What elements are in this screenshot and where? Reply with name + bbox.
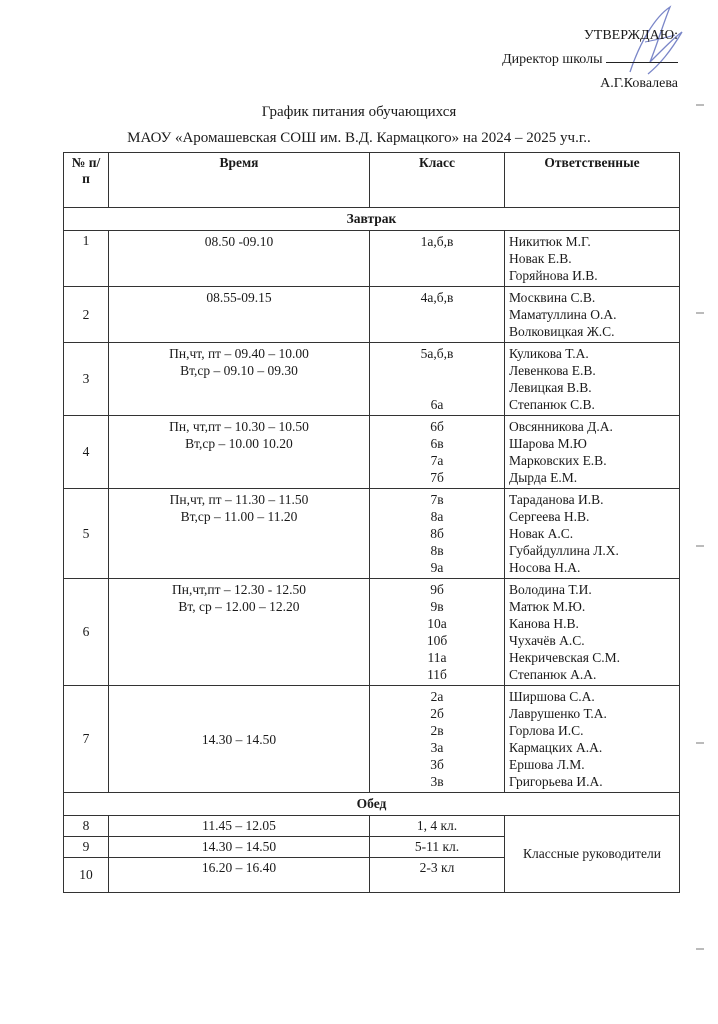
class-line: 8б	[430, 526, 444, 541]
class-line: 8а	[430, 509, 444, 524]
row-responsible	[505, 416, 680, 489]
table-row	[64, 816, 680, 837]
time-line: Пн, чт,пт – 10.30 – 10.50	[169, 419, 309, 434]
document-title: График питания обучающихся	[261, 104, 457, 120]
responsible-line: Новак А.С.	[509, 526, 574, 541]
class-line: 1а,б,в	[420, 234, 454, 249]
table-row	[64, 343, 680, 416]
row-time	[109, 489, 370, 579]
responsible-line: Овсянникова Д.А.	[509, 419, 613, 434]
row-number: 4	[64, 416, 109, 489]
row-number: 3	[64, 343, 109, 416]
row-classes	[370, 287, 505, 343]
responsible-line: Куликова Т.А.	[509, 346, 589, 361]
class-line: 11а	[427, 650, 447, 665]
responsible-line: Кармацких А.А.	[509, 740, 603, 755]
responsible-line: Степанюк А.А.	[509, 667, 597, 682]
lunch-responsible: Классные руководители	[505, 816, 680, 893]
section-breakfast-label: Завтрак	[64, 208, 680, 231]
director-line	[502, 48, 678, 72]
class-line: 3а	[430, 740, 444, 755]
class-line: 10а	[427, 616, 447, 631]
class-line: 10б	[426, 633, 448, 648]
row-classes	[370, 579, 505, 686]
row-responsible	[505, 343, 680, 416]
time-line: 14.30 – 14.50	[201, 731, 277, 747]
class-gap	[374, 362, 500, 379]
row-responsible	[505, 686, 680, 793]
row-number: 6	[64, 579, 109, 686]
class-line: 8в	[430, 543, 444, 558]
class-line: 9в	[430, 599, 444, 614]
responsible-line: Чухачёв А.С.	[509, 633, 585, 648]
responsible-line: Тараданова И.В.	[509, 492, 604, 507]
row-time: 11.45 – 12.05	[109, 816, 370, 837]
responsible-line: Горлова И.С.	[509, 723, 584, 738]
responsible-line: Лаврушенко Т.А.	[509, 706, 607, 721]
responsible-line: Сергеева Н.В.	[509, 509, 590, 524]
class-line: 4а,б,в	[420, 290, 454, 305]
responsible-line: Никитюк М.Г.	[509, 234, 591, 249]
row-time	[109, 231, 370, 287]
row-responsible	[505, 231, 680, 287]
responsible-line: Губайдуллина Л.Х.	[509, 543, 619, 558]
responsible-line: Новак Е.В.	[509, 251, 572, 266]
responsible-line: Ершова Л.М.	[509, 757, 585, 772]
table-row	[64, 416, 680, 489]
class-line: 7в	[430, 492, 444, 507]
class-line: 7а	[430, 453, 444, 468]
time-line: Вт,ср – 11.00 – 11.20	[180, 509, 298, 524]
row-time: 14.30 – 14.50	[109, 837, 370, 858]
director-position: Директор школы	[502, 52, 603, 67]
class-line: 6в	[430, 436, 444, 451]
class-gap	[374, 379, 500, 396]
row-classes: 5-11 кл.	[370, 837, 505, 858]
responsible-line: Левицкая В.В.	[509, 380, 592, 395]
header-time: Время	[109, 153, 370, 208]
header-class: Класс	[370, 153, 505, 208]
time-line: Пн,чт, пт – 09.40 – 10.00	[169, 346, 309, 361]
class-line: 3в	[430, 774, 444, 789]
section-row-breakfast	[64, 208, 680, 231]
class-line: 11б	[427, 667, 447, 682]
row-time	[109, 287, 370, 343]
responsible-line: Горяйнова И.В.	[509, 268, 598, 283]
row-time	[109, 416, 370, 489]
approve-heading: УТВЕРЖДАЮ:	[583, 28, 678, 43]
header-num: № п/п	[64, 153, 109, 208]
header-responsible: Ответственные	[505, 153, 680, 208]
table-row	[64, 686, 680, 793]
time-line: Вт, ср – 12.00 – 12.20	[178, 599, 300, 614]
class-line: 6б	[430, 419, 444, 434]
class-line: 7б	[430, 470, 444, 485]
row-classes	[370, 231, 505, 287]
responsible-line: Москвина С.В.	[509, 290, 596, 305]
responsible-line: Матюк М.Ю.	[509, 599, 586, 614]
responsible-line: Левенкова Е.В.	[509, 363, 596, 378]
responsible-line: Волковицкая Ж.С.	[509, 324, 615, 339]
responsible-line: Володина Т.И.	[509, 582, 592, 597]
class-line: 9б	[430, 582, 444, 597]
scan-mark	[696, 104, 704, 106]
row-classes	[370, 343, 505, 416]
row-number: 7	[64, 686, 109, 793]
class-line: 2в	[430, 723, 444, 738]
row-number: 9	[64, 837, 109, 858]
scan-mark	[696, 545, 704, 547]
row-number: 10	[64, 858, 109, 893]
responsible-line: Носова Н.А.	[509, 560, 581, 575]
row-time: 16.20 – 16.40	[109, 858, 370, 893]
row-classes	[370, 416, 505, 489]
table-row	[64, 489, 680, 579]
time-line: Пн,чт, пт – 11.30 – 11.50	[169, 492, 309, 507]
table-row	[64, 231, 680, 287]
director-name: А.Г.Ковалева	[600, 76, 678, 91]
scan-mark	[696, 312, 704, 314]
row-time	[109, 343, 370, 416]
row-time	[109, 579, 370, 686]
approval-block	[502, 24, 678, 96]
section-lunch-label: Обед	[64, 793, 680, 816]
document-subtitle: МАОУ «Аромашевская СОШ им. В.Д. Кармацкого» на 2024 – 2025 уч.г..	[127, 130, 591, 146]
responsible-line: Григорьева И.А.	[509, 774, 603, 789]
class-line: 2а	[430, 689, 444, 704]
row-classes	[370, 686, 505, 793]
scan-mark	[696, 742, 704, 744]
row-classes: 1, 4 кл.	[370, 816, 505, 837]
row-classes: 2-3 кл	[370, 858, 505, 893]
row-responsible	[505, 489, 680, 579]
responsible-line: Степанюк С.В.	[509, 397, 595, 412]
row-number: 1	[64, 231, 109, 287]
table-header-row	[64, 153, 680, 208]
class-line: 6а	[430, 397, 444, 412]
class-line: 9а	[430, 560, 444, 575]
row-responsible	[505, 579, 680, 686]
time-line: Пн,чт,пт – 12.30 - 12.50	[171, 582, 307, 597]
section-row-lunch	[64, 793, 680, 816]
responsible-line: Дырда Е.М.	[509, 470, 578, 485]
table-row	[64, 287, 680, 343]
row-responsible	[505, 287, 680, 343]
responsible-line: Ширшова С.А.	[509, 689, 595, 704]
row-number: 5	[64, 489, 109, 579]
responsible-line: Шарова М.Ю	[509, 436, 587, 451]
responsible-line: Маматуллина О.А.	[509, 307, 617, 322]
time-line: Вт,ср – 09.10 – 09.30	[180, 363, 298, 378]
time-line: Вт,ср – 10.00 10.20	[185, 436, 293, 451]
row-time	[109, 686, 370, 793]
responsible-line: Марковских Е.В.	[509, 453, 607, 468]
scan-mark	[696, 948, 704, 950]
row-number: 2	[64, 287, 109, 343]
row-classes	[370, 489, 505, 579]
class-line: 5а,б,в	[420, 346, 454, 361]
class-line: 2б	[430, 706, 444, 721]
row-number: 8	[64, 816, 109, 837]
time-line: 08.50 -09.10	[204, 234, 274, 249]
responsible-line: Канова Н.В.	[509, 616, 579, 631]
class-line: 3б	[430, 757, 444, 772]
table-row	[64, 579, 680, 686]
time-line: 08.55-09.15	[206, 290, 272, 305]
responsible-line: Некричевская С.М.	[509, 650, 621, 665]
meal-schedule-table	[63, 152, 680, 893]
signature-blank	[606, 48, 678, 63]
